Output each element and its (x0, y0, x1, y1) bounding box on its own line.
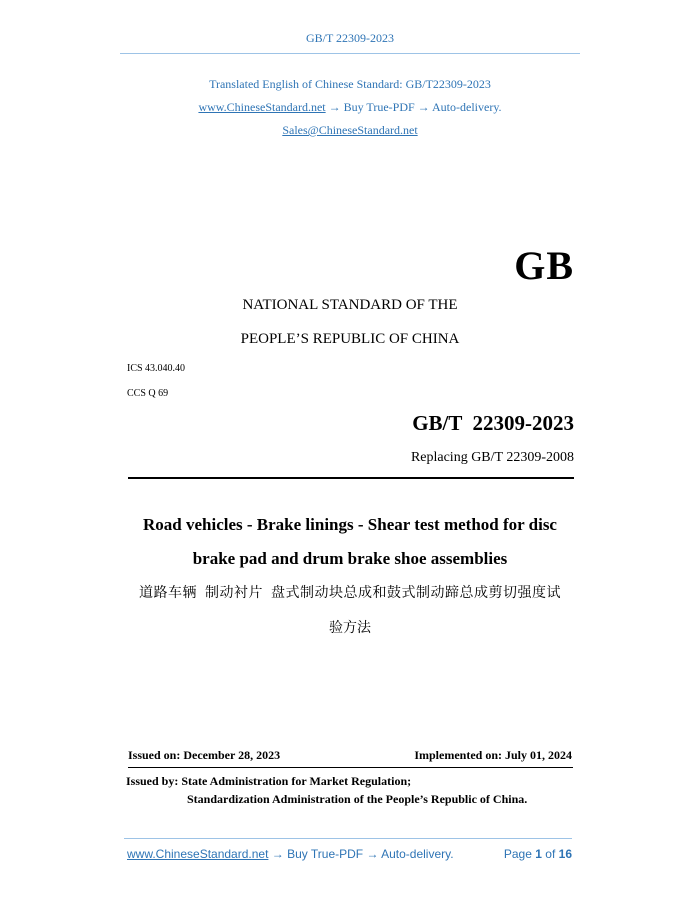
promo-site-link[interactable]: www.ChineseStandard.net (198, 100, 326, 114)
dates-rule (128, 767, 573, 768)
page-of: of (545, 847, 556, 861)
implemented-on: Implemented on: July 01, 2024 (414, 748, 572, 762)
page-label: Page (503, 847, 532, 861)
footer-rule (124, 838, 572, 839)
promo-site-line (0, 100, 700, 115)
standard-number: GB/T 22309-2023 (412, 411, 574, 435)
issued-by-line2: Standardization Administration of the People’s Republic of China. (187, 792, 528, 806)
title-rule (128, 477, 574, 479)
page-indicator (460, 847, 572, 861)
national-standard-line2: PEOPLE’S REPUBLIC OF CHINA (240, 331, 460, 347)
header-rule (120, 53, 580, 54)
footer-site-line (127, 847, 454, 861)
promo-email-link[interactable]: Sales@ChineseStandard.net (282, 123, 418, 137)
issued-by-line1: Issued by: State Administration for Market Regulation; (126, 774, 412, 788)
page-current: 1 (535, 847, 542, 861)
page-total: 16 (558, 847, 572, 861)
national-standard-line1: NATIONAL STANDARD OF THE (242, 297, 458, 313)
replacing-note: Replacing GB/T 22309-2008 (410, 450, 574, 465)
promo-site-tail: → Buy True-PDF → Auto-delivery. (325, 100, 502, 114)
footer-site-link[interactable]: www.ChineseStandard.net (127, 847, 269, 861)
title-en-line2: brake pad and drum brake shoe assemblies (192, 549, 508, 568)
gb-logo: GB (514, 243, 574, 288)
title-cn-line1: 道路车辆 制动衬片 盘式制动块总成和鼓式制动蹄总成剪切强度试 (139, 586, 561, 601)
title-cn-line2: 验方法 (329, 621, 371, 636)
promo-line: Translated English of Chinese Standard: GB/T22309-2023 (209, 77, 491, 91)
ccs-code: CCS Q 69 (127, 388, 169, 399)
footer-site-tail: → Buy True-PDF → Auto-delivery. (268, 847, 454, 861)
issued-on: Issued on: December 28, 2023 (128, 748, 281, 762)
title-en-line1: Road vehicles - Brake linings - Shear test method for disc (143, 515, 557, 534)
promo-email-line (0, 123, 700, 138)
ics-code: ICS 43.040.40 (127, 363, 186, 374)
header-code: GB/T 22309-2023 (305, 31, 395, 45)
